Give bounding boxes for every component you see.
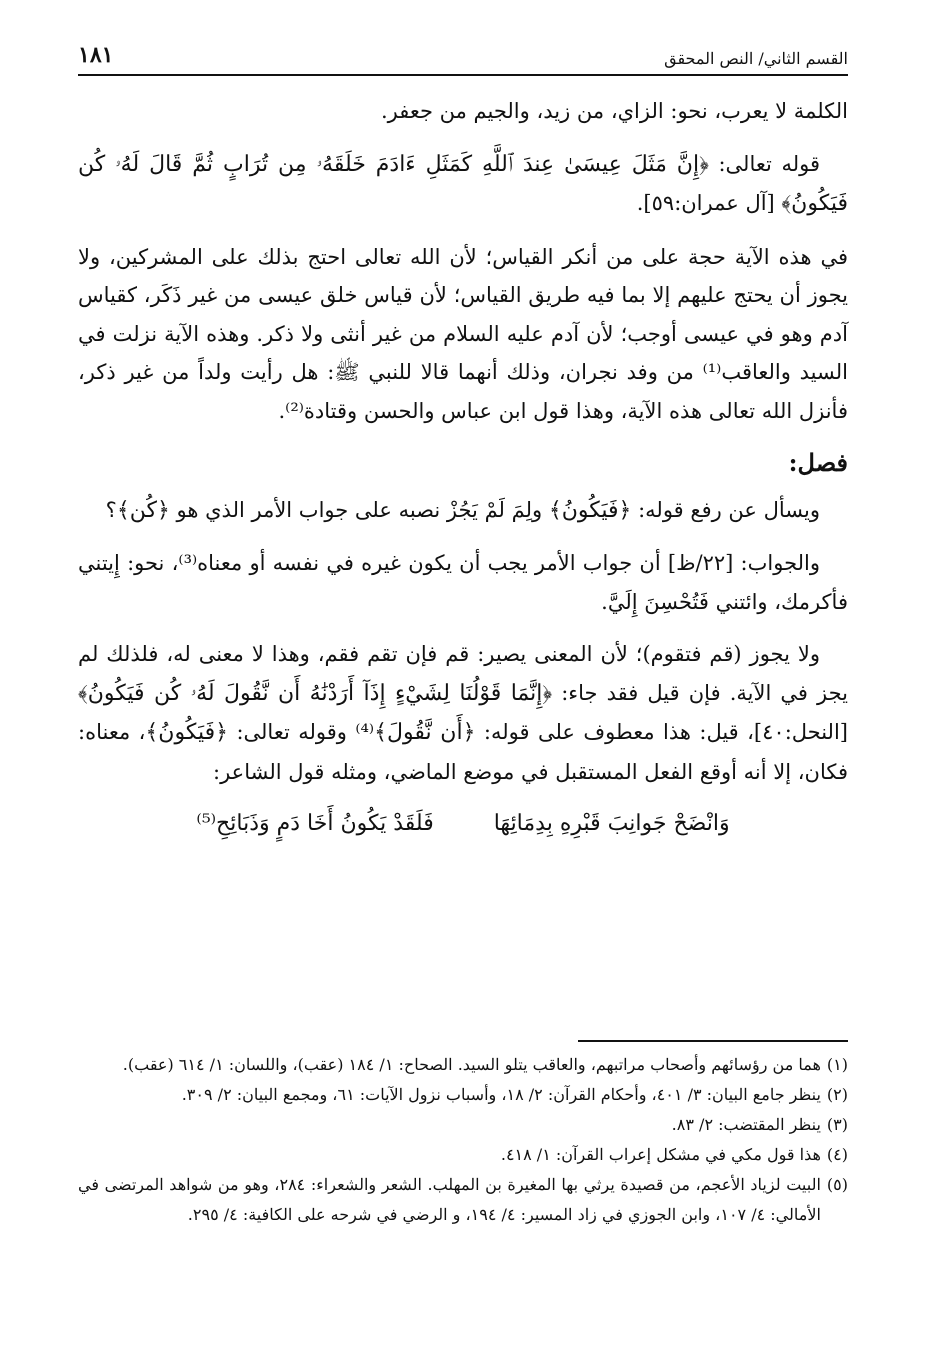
page-number: ١٨١ <box>78 42 114 68</box>
footnote-number: (٥) <box>826 1175 848 1194</box>
footnote-number: (٤) <box>826 1145 848 1164</box>
paragraph-2-lead: قوله تعالى: <box>708 151 820 176</box>
quran-quote: ﴿إِنَّمَا قَوْلُنَا لِشَيْءٍ إِذَآ أَرَدْنَٰهُ أَن نَّقُولَ لَهُۥ كُن فَيَكُونُ﴾ <box>78 680 553 706</box>
paragraph-6-a: ولا يجوز (قم فتقوم)؛ لأن المعنى يصير: قم فإن تقم فقم، وهذا لا معنى له، فلذلك لم يجز في الآية. فإن قيل فقد جاء: <box>78 642 849 705</box>
footnote-separator <box>578 1040 848 1042</box>
paragraph-6-d: ، معناه: فكان، إلا أنه أوقع الفعل المستقبل في موضع الماضي، ومثله قول الشاعر: <box>78 720 848 784</box>
quran-quote: ﴿فَيَكُونُ﴾ <box>145 720 229 745</box>
footnote-item <box>78 1140 848 1170</box>
paragraph-4-a: ويسأل عن رفع قوله: <box>631 497 820 522</box>
footnote-text: البيت لزياد الأعجم، من قصيدة يرثي بها المغيرة بن المهلب. الشعر والشعراء: ٢٨٤، وهو من شواهد المرتضى في الأمالي: ٤/ ١٠٧، وابن الجوزي في زاد المسير: ٤/ ١٩٤، و الرضي في شرحه على الكافية: ٤/ ٢٩٥. <box>78 1175 821 1224</box>
footnote-number: (٢) <box>826 1085 848 1104</box>
paragraph-6 <box>78 635 848 791</box>
main-text <box>78 92 848 844</box>
paragraph-2 <box>78 145 848 224</box>
footnote-text: ينظر جامع البيان: ٣/ ٤٠١، وأحكام القرآن: ٢/ ١٨، وأسباب نزول الآيات: ٦١، ومجمع البيان: ٢/ ٣٠٩. <box>181 1085 821 1104</box>
quran-quote: ﴿أَن نَّقُولَ﴾ <box>374 720 476 745</box>
footnote-text: هذا قول مكي في مشكل إعراب القرآن: ١/ ٤١٨. <box>500 1145 821 1164</box>
footnote-item <box>78 1170 848 1230</box>
footnote-item <box>78 1050 848 1080</box>
running-header <box>78 42 848 76</box>
paragraph-6-b: [النحل:٤٠]، قيل: هذا معطوف على قوله: <box>475 720 848 744</box>
paragraph-5: والجواب: [٢٢/ظ] أن جواب الأمر يجب أن يكون غيره في نفسه أو معناه⁽³⁾، نحو: إِيتني فأكرمك، وائتني فَتُحْسِنَ إِلَيَّ. <box>78 551 848 614</box>
footnotes <box>78 1050 848 1230</box>
verse-first-hemistich: وَانْضَحْ جَوانِبَ قَبْرِهِ بِدِمَائِهَا <box>493 811 730 836</box>
quran-quote: ﴿إِنَّ مَثَلَ عِيسَىٰ عِندَ ٱللَّهِ كَمَثَلِ ءَادَمَ خَلَقَهُۥ مِن تُرَابٍ ثُمَّ قَالَ لَهُۥ كُن فَيَكُونُ﴾ <box>78 151 848 216</box>
paragraph-1: الكلمة لا يعرب، نحو: الزاي، من زيد، والجيم من جعفر. <box>380 99 848 123</box>
paragraph-4-b: ولِمَ لَمْ يَجُزْ نصبه على جواب الأمر الذي هو <box>169 497 549 522</box>
footnote-item <box>78 1110 848 1140</box>
header-title: القسم الثاني/ النص المحقق <box>664 49 848 68</box>
paragraph-6-c: ⁽⁴⁾ وقوله تعالى: <box>228 720 375 744</box>
footnote-number: (٣) <box>826 1115 848 1134</box>
footnote-text: ينظر المقتضب: ٢/ ٨٣. <box>671 1115 821 1134</box>
footnote-text: هما من رؤسائهم وأصحاب مراتبهم، والعاقب يتلو السيد. الصحاح: ١/ ١٨٤ (عقب)، واللسان: ١/ ٦١٤ (عقب). <box>122 1055 821 1074</box>
paragraph-3: في هذه الآية حجة على من أنكر القياس؛ لأن الله تعالى احتج بذلك على المشركين، ولا يجوز أن يحتج عليهم إلا بما فيه طريق القياس؛ لأن قياس خلق عيسى من غير ذَكَر، كقياس آدم وهو في عيسى أوجب؛ لأن آدم عليه السلام من غير أنثى ولا ذكر. وهذه الآية نزلت في السيد والعاقب⁽¹⁾ من وفد نجران، وذلك أنهما قالا للنبي ﷺ: هل رأيت ولداً من غير ذكر، فأنزل الله تعالى هذه الآية، وهذا قول ابن عباس والحسن وقتادة⁽²⁾. <box>78 244 848 423</box>
paragraph-4 <box>78 491 848 531</box>
footnote-number: (١) <box>826 1055 848 1074</box>
section-heading: فصل: <box>788 448 848 477</box>
document-page <box>78 28 848 1348</box>
footnote-item <box>78 1080 848 1110</box>
quran-reference: [آل عمران:٥٩]. <box>636 191 782 215</box>
quran-quote: ﴿كُن﴾ <box>116 497 170 523</box>
quran-quote: ﴿فَيَكُونُ﴾ <box>548 497 632 523</box>
paragraph-4-c: ؟ <box>105 497 117 522</box>
poetry-verse <box>78 805 848 844</box>
verse-second-hemistich: فَلَقَدْ يَكُونُ أَخَا دَمٍ وَذَبَائِحِ⁽⁵⁾ <box>196 811 434 836</box>
